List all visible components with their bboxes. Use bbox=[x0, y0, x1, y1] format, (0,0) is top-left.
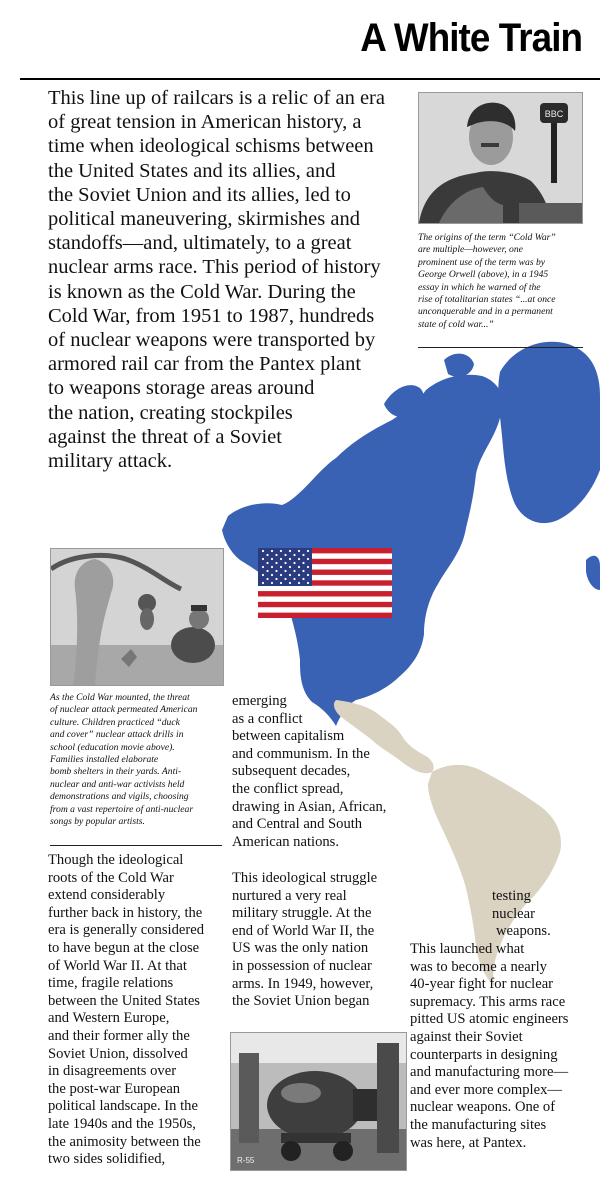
intro-line: military attack. bbox=[48, 450, 173, 473]
body-column-2-top bbox=[232, 693, 412, 851]
body-line: testing bbox=[492, 888, 531, 904]
intro-line: nuclear arms race. This period of history bbox=[48, 256, 381, 279]
body-column-3-bottom bbox=[410, 941, 590, 1152]
intro-line: This line up of railcars is a relic of an era bbox=[48, 87, 385, 109]
intro-paragraph bbox=[48, 86, 408, 473]
body-line: the post-war European bbox=[48, 1080, 181, 1097]
cartoon-caption-line: songs by popular artists. bbox=[50, 816, 145, 828]
intro-line: the United States and its allies, and bbox=[48, 159, 336, 182]
cartoon-caption-line: nuclear and anti-war activists held bbox=[50, 778, 185, 790]
body-line: and Central and South bbox=[232, 816, 363, 833]
intro-line: the nation, creating stockpiles bbox=[48, 401, 293, 424]
body-line: arms. In 1949, however, bbox=[232, 975, 374, 992]
body-line: political landscape. In the bbox=[48, 1098, 198, 1115]
body-line: against their Soviet bbox=[410, 1028, 523, 1045]
body-line: Though the ideological bbox=[48, 852, 184, 868]
cartoon-caption-line: bomb shelters in their yards. Anti- bbox=[50, 766, 182, 778]
body-line: to have begun at the close bbox=[48, 939, 200, 956]
intro-line: Cold War, from 1951 to 1987, hundreds bbox=[48, 304, 375, 327]
orwell-caption-line: prominent use of the term was by bbox=[418, 256, 546, 268]
body-line: Soviet Union, dissolved bbox=[48, 1045, 188, 1062]
bomb-photo bbox=[230, 1032, 407, 1171]
body-line: the manufacturing sites bbox=[410, 1116, 547, 1133]
body-line: American nations. bbox=[232, 833, 339, 850]
body-line: as a conflict bbox=[232, 710, 303, 727]
body-line: nuclear weapons. One of bbox=[410, 1099, 556, 1116]
body-line: nurtured a very real bbox=[232, 887, 347, 904]
body-line: two sides solidified, bbox=[48, 1151, 166, 1168]
intro-line: to weapons storage areas around bbox=[48, 377, 315, 400]
body-line: era is generally considered bbox=[48, 922, 204, 939]
orwell-caption-line: essay in which he warned of the bbox=[418, 281, 541, 293]
cartoon-illustration bbox=[51, 549, 223, 685]
body-line: and communism. In the bbox=[232, 745, 370, 762]
orwell-caption-line: unconquerable and in a permanent bbox=[418, 306, 553, 318]
body-line: the animosity between the bbox=[48, 1133, 201, 1150]
intro-line: of great tension in American history, a bbox=[48, 111, 362, 134]
body-line: and Western Europe, bbox=[48, 1010, 170, 1027]
body-line: roots of the Cold War bbox=[48, 869, 174, 886]
cartoon-caption-line: As the Cold War mounted, the threat bbox=[50, 692, 190, 703]
cartoon-caption-line: and cover” nuclear attack drills in bbox=[50, 729, 184, 741]
body-column-3-top bbox=[492, 888, 562, 941]
body-line: between the United States bbox=[48, 992, 200, 1009]
canadian-islands bbox=[444, 354, 474, 377]
body-line: and manufacturing more— bbox=[410, 1064, 569, 1081]
intro-line: standoffs—and, ultimately, to a great bbox=[48, 232, 352, 255]
intro-line: of nuclear weapons were transported by bbox=[48, 329, 376, 352]
orwell-caption-line: George Orwell (above), in a 1945 bbox=[418, 269, 549, 281]
intro-line: time when ideological schisms between bbox=[48, 135, 374, 158]
body-line: 40-year fight for nuclear bbox=[410, 976, 554, 993]
cartoon-caption-line: from a vast repertoire of anti-nuclear bbox=[50, 803, 194, 815]
body-line: of World War II. At that bbox=[48, 957, 187, 974]
body-line: end of World War II, the bbox=[232, 922, 375, 939]
body-line: the conflict spread, bbox=[232, 780, 344, 797]
body-line: nuclear bbox=[492, 905, 535, 922]
orwell-photo bbox=[418, 92, 583, 224]
body-line: weapons. bbox=[496, 923, 551, 940]
body-line: the Soviet Union began bbox=[232, 993, 370, 1010]
mic-label: BBC bbox=[544, 109, 564, 119]
intro-line: is known as the Cold War. During the bbox=[48, 280, 356, 303]
greenland-landmass bbox=[498, 342, 600, 523]
intro-line: the Soviet Union and its allies, led to bbox=[48, 183, 351, 206]
body-line: drawing in Asian, African, bbox=[232, 798, 387, 815]
body-column-2-bottom bbox=[232, 870, 412, 1011]
orwell-caption-rule bbox=[418, 347, 583, 348]
body-line: was to become a nearly bbox=[410, 958, 547, 975]
intro-line: against the threat of a Soviet bbox=[48, 425, 282, 448]
body-line: was here, at Pantex. bbox=[410, 1134, 527, 1151]
cartoon-caption bbox=[50, 692, 226, 828]
body-line: in possession of nuclear bbox=[232, 957, 372, 974]
body-line: This ideological struggle bbox=[232, 870, 378, 886]
body-line: pitted US atomic engineers bbox=[410, 1011, 569, 1028]
cartoon-caption-line: school (education movie above). bbox=[50, 741, 175, 753]
orwell-portrait bbox=[419, 93, 582, 223]
photo-mark: R-55 bbox=[237, 1156, 255, 1165]
us-flag bbox=[258, 548, 392, 618]
body-line: further back in history, the bbox=[48, 904, 203, 921]
orwell-caption-line: rise of totalitarian states “...at once bbox=[418, 294, 556, 306]
body-line: between capitalism bbox=[232, 728, 345, 745]
cartoon-caption-line: Families installed elaborate bbox=[50, 754, 159, 766]
orwell-caption bbox=[418, 232, 583, 331]
page-title: A White Train bbox=[360, 16, 582, 60]
body-line: US was the only nation bbox=[232, 940, 369, 957]
orwell-caption-line: are multiple—however, one bbox=[418, 244, 523, 256]
body-line: extend considerably bbox=[48, 887, 166, 904]
body-line: time, fragile relations bbox=[48, 975, 174, 992]
body-line: subsequent decades, bbox=[232, 763, 351, 780]
body-line: counterparts in designing bbox=[410, 1046, 558, 1063]
bomb-illustration bbox=[231, 1033, 406, 1170]
body-line: late 1940s and the 1950s, bbox=[48, 1115, 196, 1132]
body-line: military struggle. At the bbox=[232, 905, 372, 922]
europe-edge bbox=[586, 556, 600, 590]
duck-and-cover-cartoon bbox=[50, 548, 224, 686]
cartoon-caption-line: demonstrations and vigils, choosing bbox=[50, 791, 189, 803]
body-line: and ever more complex— bbox=[410, 1081, 562, 1098]
intro-line: political maneuvering, skirmishes and bbox=[48, 208, 360, 231]
body-column-1 bbox=[48, 852, 228, 1169]
body-line: This launched what bbox=[410, 941, 525, 957]
cartoon-caption-rule bbox=[50, 845, 222, 846]
body-line: supremacy. This arms race bbox=[410, 993, 566, 1010]
orwell-caption-line: state of cold war...” bbox=[418, 318, 494, 330]
body-line: and their former ally the bbox=[48, 1027, 190, 1044]
intro-line: armored rail car from the Pantex plant bbox=[48, 353, 362, 376]
body-line: in disagreements over bbox=[48, 1063, 177, 1080]
orwell-caption-line: The origins of the term “Cold War” bbox=[418, 232, 556, 243]
body-line: emerging bbox=[232, 693, 287, 709]
cartoon-caption-line: of nuclear attack permeated American bbox=[50, 704, 198, 716]
cartoon-caption-line: culture. Children practiced “duck bbox=[50, 716, 180, 728]
